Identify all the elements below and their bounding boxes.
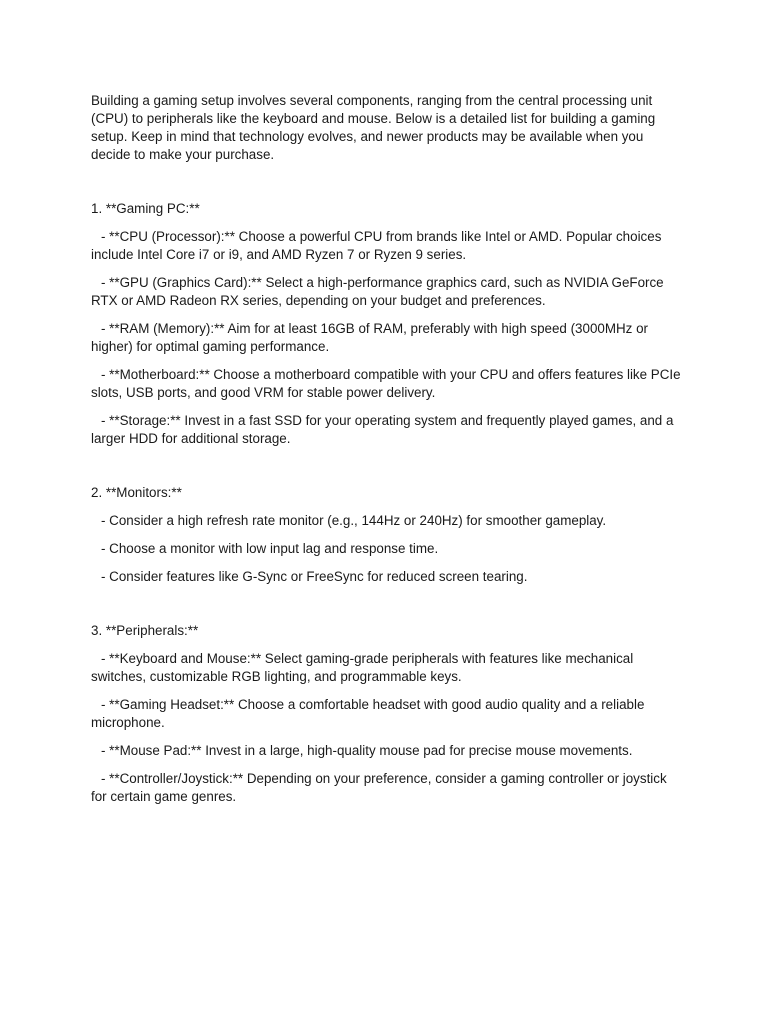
section-title: 2. **Monitors:**	[91, 485, 182, 500]
list-item-controller: - **Controller/Joystick:** Depending on your preference, consider a gaming controller or joystick for certain game genres.	[91, 771, 667, 804]
section-peripherals	[91, 622, 681, 806]
list-item-refresh-rate: - Consider a high refresh rate monitor (e.g., 144Hz or 240Hz) for smoother gameplay.	[101, 513, 607, 528]
list-item-input-lag: - Choose a monitor with low input lag and response time.	[101, 541, 439, 556]
section-title: 3. **Peripherals:**	[91, 623, 199, 638]
list-item-motherboard: - **Motherboard:** Choose a motherboard compatible with your CPU and offers features like PCIe slots, USB ports, and good VRM for stable power delivery.	[91, 367, 681, 400]
list-item-ram: - **RAM (Memory):** Aim for at least 16GB of RAM, preferably with high speed (3000MHz or higher) for optimal gaming performance.	[91, 321, 648, 354]
section-gaming-pc	[91, 200, 681, 448]
document-page	[91, 92, 681, 806]
intro-paragraph: Building a gaming setup involves several components, ranging from the central processing unit (CPU) to peripherals like the keyboard and mouse. Below is a detailed list for building a gaming setup. Keep in mind that technology evolves, and newer products may be available when you decide to make your purchase.	[91, 93, 656, 162]
list-item-cpu: - **CPU (Processor):** Choose a powerful CPU from brands like Intel or AMD. Popular choices include Intel Core i7 or i9, and AMD Ryzen 7 or Ryzen 9 series.	[91, 229, 662, 262]
list-item-mouse-pad: - **Mouse Pad:** Invest in a large, high-quality mouse pad for precise mouse movements.	[101, 743, 633, 758]
section-monitors	[91, 484, 681, 586]
list-item-storage: - **Storage:** Invest in a fast SSD for your operating system and frequently played games, and a larger HDD for additional storage.	[91, 413, 674, 446]
list-item-keyboard-mouse: - **Keyboard and Mouse:** Select gaming-grade peripherals with features like mechanical switches, customizable RGB lighting, and programmable keys.	[91, 651, 634, 684]
list-item-gpu: - **GPU (Graphics Card):** Select a high-performance graphics card, such as NVIDIA GeForce RTX or AMD Radeon RX series, depending on your budget and preferences.	[91, 275, 664, 308]
list-item-sync: - Consider features like G-Sync or FreeSync for reduced screen tearing.	[101, 569, 528, 584]
list-item-headset: - **Gaming Headset:** Choose a comfortable headset with good audio quality and a reliable microphone.	[91, 697, 645, 730]
section-title: 1. **Gaming PC:**	[91, 201, 200, 216]
